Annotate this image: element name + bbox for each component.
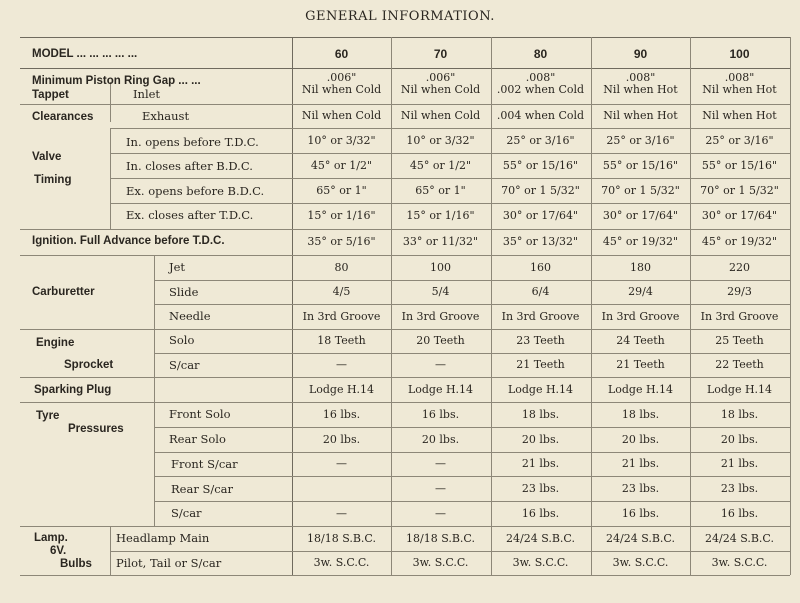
cell-vt-in-close-80: 55° or 15/16" (502, 158, 579, 172)
cell-tyre-rs-80: 20 lbs. (521, 432, 560, 446)
cell-tappet-exhaust-90: Nil when Hot (603, 109, 678, 122)
cell-carb-needle-90: In 3rd Groove (601, 309, 680, 323)
cell-plug-80: Lodge H.14 (507, 382, 574, 396)
cell-carb-slide-90: 29/4 (628, 285, 653, 298)
cell-lamp-head-90: 24/24 S.B.C. (606, 531, 675, 545)
row-label-vt-in-open-1: In. opens before T.D.C. (126, 135, 259, 149)
cell-lamp-pilot-80: 3w. S.C.C. (512, 556, 569, 569)
cell-spr-solo-60: 18 Teeth (317, 334, 366, 347)
row-label-tyre-fs-2: Front Solo (169, 407, 231, 421)
row-label-vt-in-close-0: In. closes after B.D.C. (126, 159, 253, 173)
row-label-tyre-rs-0: Rear Solo (169, 432, 226, 446)
row-rule (292, 427, 790, 428)
row-rule (292, 501, 790, 502)
cell-tyre-rs-60: 20 lbs. (322, 432, 361, 446)
cell-tyre-fs-70: 16 lbs. (421, 407, 460, 421)
row-label-tappet-exhaust-0: Clearances (32, 111, 94, 123)
row-label-carb-jet-0: Jet (169, 260, 186, 274)
row-label-tyre-fc-0: Front S/car (171, 457, 238, 471)
model-header-label: MODEL ... ... ... ... ... (32, 48, 138, 60)
row-rule (292, 353, 790, 354)
cell-vt-in-close-60: 45° or 1/2" (310, 158, 373, 172)
row-rule (292, 476, 790, 477)
model-column-70: 70 (433, 47, 448, 61)
cell-carb-needle-70: In 3rd Groove (401, 309, 480, 323)
cell-tyre-rs-90: 20 lbs. (621, 432, 660, 446)
row-label-lamp-pilot-0: Bulbs (60, 558, 92, 570)
row-label-spr-solo-1: Solo (169, 333, 195, 347)
cell-tyre-fc-100: 21 lbs. (720, 457, 759, 470)
cell-tyre-rc-90: 23 lbs. (621, 481, 660, 495)
cell-lamp-pilot-70: 3w. S.C.C. (412, 556, 469, 569)
row-rule (292, 229, 790, 230)
cell-carb-jet-70: 100 (430, 260, 451, 274)
row-label-spr-scar-0: Sprocket (64, 359, 114, 371)
cell-carb-slide-80: 6/4 (531, 285, 550, 298)
row-label-carb-needle-0: Needle (169, 309, 211, 323)
column-rule (110, 526, 111, 575)
cell-vt-in-close-70: 45° or 1/2" (409, 158, 472, 172)
cell-lamp-head-70: 18/18 S.B.C. (406, 531, 475, 545)
row-label-vt-ex-close-0: Ex. closes after T.D.C. (126, 208, 254, 222)
column-rule (110, 82, 111, 122)
cell-carb-slide-100: 29/3 (727, 285, 752, 298)
cell-plug-90: Lodge H.14 (607, 382, 674, 396)
column-rule (154, 255, 155, 402)
cell-ring-90: .008" Nil when Hot (603, 71, 678, 96)
row-rule (292, 128, 790, 129)
row-label-vt-ex-open-0: Timing (34, 174, 72, 186)
cell-lamp-pilot-60: 3w. S.C.C. (313, 556, 370, 569)
row-rule (20, 526, 292, 527)
row-rule (292, 551, 790, 552)
row-rule (154, 452, 292, 453)
row-rule (292, 377, 790, 378)
row-rule (154, 476, 292, 477)
page-title: GENERAL INFORMATION. (305, 9, 495, 24)
column-rule (154, 402, 155, 526)
cell-ignition-100: 45° or 19/32" (701, 235, 778, 248)
cell-tyre-fc-70: — (435, 457, 446, 470)
row-label-ring-0: Minimum Piston Ring Gap ... ... (32, 75, 201, 87)
row-label-tyre-sc-0: S/car (171, 506, 202, 520)
cell-plug-70: Lodge H.14 (407, 382, 474, 396)
row-label-carb-slide-1: Slide (169, 285, 199, 299)
cell-vt-ex-open-60: 65° or 1" (316, 183, 367, 197)
row-rule (110, 203, 292, 204)
cell-lamp-head-100: 24/24 S.B.C. (705, 531, 774, 545)
row-rule (110, 178, 292, 179)
model-column-80: 80 (533, 47, 548, 61)
row-label-lamp-head-2: Headlamp Main (116, 531, 210, 545)
cell-vt-in-open-100: 25° or 3/16" (705, 133, 774, 147)
row-label-tappet-exhaust-1: Exhaust (142, 109, 190, 123)
cell-vt-in-open-80: 25° or 3/16" (506, 133, 575, 147)
column-rule (110, 128, 111, 229)
row-rule (20, 575, 790, 576)
row-rule (292, 304, 790, 305)
row-rule (292, 255, 790, 256)
cell-tyre-fc-90: 21 lbs. (621, 457, 660, 470)
column-rule (790, 37, 791, 575)
cell-carb-jet-100: 220 (729, 260, 750, 274)
cell-tappet-exhaust-60: Nil when Cold (301, 109, 382, 122)
cell-plug-100: Lodge H.14 (706, 382, 773, 396)
cell-vt-ex-close-100: 30° or 17/64" (701, 209, 778, 222)
cell-vt-ex-close-70: 15° or 1/16" (406, 209, 475, 222)
cell-tyre-sc-80: 16 lbs. (521, 506, 560, 520)
row-rule (20, 104, 292, 105)
cell-ignition-80: 35° or 13/32" (502, 235, 579, 248)
cell-carb-needle-80: In 3rd Groove (501, 309, 580, 323)
cell-ring-100: .008" Nil when Hot (702, 71, 777, 96)
cell-tyre-rc-70: — (435, 481, 446, 495)
cell-vt-ex-open-100: 70° or 1 5/32" (700, 183, 779, 197)
cell-vt-ex-open-80: 70° or 1 5/32" (501, 183, 580, 197)
cell-ignition-70: 33° or 11/32" (402, 235, 479, 248)
row-rule (292, 526, 790, 527)
row-rule (20, 402, 292, 403)
model-column-60: 60 (334, 47, 349, 61)
row-rule (154, 280, 292, 281)
row-label-spr-solo-0: Engine (36, 337, 75, 349)
row-label-ignition-0: Ignition. Full Advance before T.D.C. (32, 235, 225, 247)
cell-spr-solo-100: 25 Teeth (715, 334, 764, 347)
row-label-tappet-inlet-1: Inlet (133, 87, 161, 101)
row-rule (20, 255, 292, 256)
row-rule (20, 329, 292, 330)
cell-spr-scar-60: — (336, 358, 347, 371)
row-label-spr-scar-1: S/car (169, 358, 200, 372)
row-rule (110, 128, 292, 129)
cell-vt-ex-close-90: 30° or 17/64" (602, 209, 679, 222)
cell-tappet-exhaust-70: Nil when Cold (400, 109, 481, 122)
cell-tyre-fc-60: — (336, 457, 347, 470)
cell-lamp-pilot-90: 3w. S.C.C. (612, 556, 669, 569)
cell-tyre-fs-60: 16 lbs. (322, 407, 361, 421)
row-rule (20, 37, 790, 38)
cell-vt-ex-open-90: 70° or 1 5/32" (601, 183, 680, 197)
row-label-lamp-head-1: 6V. (50, 545, 67, 557)
cell-vt-in-close-100: 55° or 15/16" (701, 158, 778, 172)
cell-tyre-sc-90: 16 lbs. (621, 506, 660, 520)
cell-vt-ex-close-60: 15° or 1/16" (307, 209, 376, 222)
cell-tyre-rc-80: 23 lbs. (521, 481, 560, 495)
cell-lamp-head-80: 24/24 S.B.C. (506, 531, 575, 545)
row-rule (20, 229, 292, 230)
row-rule (110, 551, 292, 552)
row-label-vt-ex-open-1: Ex. opens before B.D.C. (126, 184, 265, 198)
cell-tappet-exhaust-100: Nil when Hot (702, 109, 777, 122)
row-rule (154, 427, 292, 428)
row-rule (292, 280, 790, 281)
cell-vt-in-open-60: 10° or 3/32" (307, 133, 376, 147)
cell-plug-60: Lodge H.14 (308, 382, 375, 396)
row-rule (110, 153, 292, 154)
cell-carb-jet-60: 80 (334, 260, 349, 274)
cell-ring-70: .006" Nil when Cold (400, 71, 481, 96)
cell-spr-scar-70: — (435, 358, 446, 371)
cell-spr-scar-80: 21 Teeth (516, 358, 565, 371)
cell-tappet-exhaust-80: .004 when Cold (496, 109, 585, 122)
row-rule (154, 353, 292, 354)
cell-tyre-fs-90: 18 lbs. (621, 407, 660, 421)
cell-carb-needle-60: In 3rd Groove (302, 309, 381, 323)
cell-tyre-rc-100: 23 lbs. (720, 481, 759, 495)
row-label-tyre-fs-1: Pressures (68, 423, 124, 435)
cell-ignition-90: 45° or 19/32" (602, 235, 679, 248)
row-label-carb-slide-0: Carburetter (32, 286, 95, 298)
cell-spr-scar-100: 22 Teeth (715, 358, 764, 371)
cell-tyre-rs-100: 20 lbs. (720, 432, 759, 446)
row-rule (154, 304, 292, 305)
row-rule (292, 452, 790, 453)
cell-lamp-head-60: 18/18 S.B.C. (307, 531, 376, 545)
row-label-plug-0: Sparking Plug (34, 384, 112, 396)
row-label-lamp-pilot-1: Pilot, Tail or S/car (116, 556, 222, 570)
cell-spr-solo-80: 23 Teeth (516, 334, 565, 347)
row-rule (154, 501, 292, 502)
cell-tyre-sc-100: 16 lbs. (720, 506, 759, 520)
row-rule (292, 153, 790, 154)
cell-ring-60: .006" Nil when Cold (301, 71, 382, 96)
row-label-tyre-rc-0: Rear S/car (171, 482, 234, 496)
cell-tyre-fc-80: 21 lbs. (521, 457, 560, 470)
cell-vt-ex-open-70: 65° or 1" (415, 183, 466, 197)
cell-tyre-fs-100: 18 lbs. (720, 407, 759, 421)
row-rule (20, 68, 790, 69)
cell-carb-jet-90: 180 (630, 260, 651, 274)
cell-spr-scar-90: 21 Teeth (616, 358, 665, 371)
cell-spr-solo-70: 20 Teeth (416, 334, 465, 347)
row-rule (292, 329, 790, 330)
row-rule (20, 377, 292, 378)
cell-tyre-sc-70: — (435, 506, 446, 520)
row-label-lamp-head-0: Lamp. (34, 532, 68, 544)
cell-carb-slide-60: 4/5 (332, 285, 351, 298)
cell-ring-80: .008" .002 when Cold (496, 71, 585, 96)
row-rule (292, 104, 790, 105)
cell-carb-slide-70: 5/4 (431, 285, 450, 298)
row-label-tyre-fs-0: Tyre (36, 410, 60, 422)
cell-vt-ex-close-80: 30° or 17/64" (502, 209, 579, 222)
cell-carb-needle-100: In 3rd Groove (700, 309, 779, 323)
row-rule (292, 203, 790, 204)
cell-tyre-rs-70: 20 lbs. (421, 432, 460, 446)
model-column-90: 90 (633, 47, 648, 61)
cell-vt-in-open-90: 25° or 3/16" (606, 133, 675, 147)
cell-ignition-60: 35° or 5/16" (307, 235, 376, 248)
cell-vt-in-open-70: 10° or 3/32" (406, 133, 475, 147)
row-rule (292, 178, 790, 179)
cell-spr-solo-90: 24 Teeth (616, 334, 665, 347)
row-rule (292, 402, 790, 403)
cell-carb-jet-80: 160 (530, 260, 551, 274)
row-label-vt-in-open-0: Valve (32, 151, 62, 163)
cell-tyre-fs-80: 18 lbs. (521, 407, 560, 421)
row-label-tappet-inlet-0: Tappet (32, 89, 69, 101)
model-column-100: 100 (729, 47, 750, 61)
cell-vt-in-close-90: 55° or 15/16" (602, 158, 679, 172)
cell-tyre-sc-60: — (336, 506, 347, 520)
cell-lamp-pilot-100: 3w. S.C.C. (711, 556, 768, 569)
